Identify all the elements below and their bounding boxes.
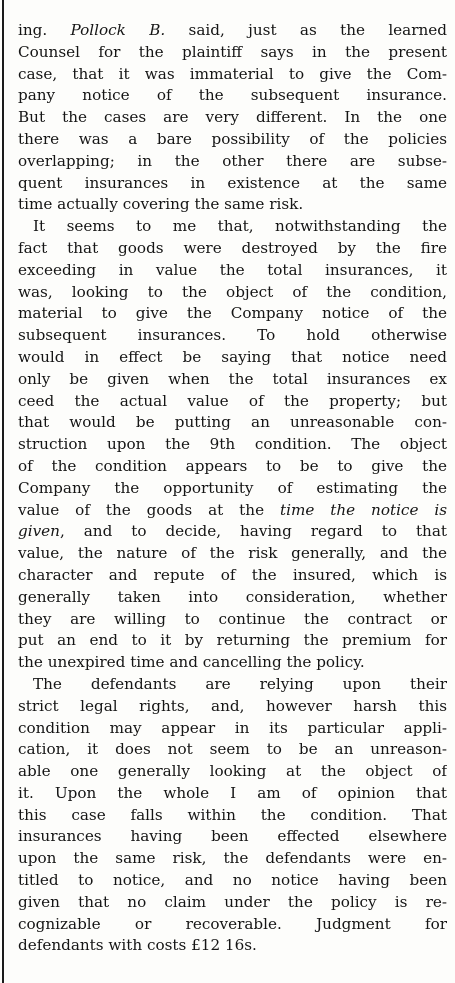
text-line	[18, 129, 447, 151]
text-line	[18, 826, 447, 848]
text-line	[18, 848, 447, 870]
text-run: condition may appear in its particular appli-	[18, 718, 447, 737]
text-run: said, just as the learned	[165, 21, 447, 39]
text-line	[18, 347, 447, 369]
text-run: given that no claim under the policy is re-	[18, 892, 447, 911]
text-run: ing.	[18, 21, 71, 39]
text-run: material to give the Company notice of the	[18, 304, 447, 323]
text-line	[18, 194, 447, 216]
text-line	[18, 260, 447, 282]
text-run: defendants with costs £12 16s.	[18, 936, 257, 955]
text-run: insurances having been effected elsewhere	[18, 827, 447, 846]
paragraph	[18, 674, 447, 957]
text-line	[18, 500, 447, 522]
text-line	[18, 652, 447, 674]
text-line	[18, 718, 447, 740]
text-run: time actually covering the same risk.	[18, 195, 304, 214]
text-run: fact that goods were destroyed by the fire	[18, 238, 447, 257]
text-run: cation, it does not seem to be an unreason-	[18, 740, 447, 759]
text-line	[18, 412, 447, 434]
paragraph	[18, 20, 447, 216]
text-run: would in effect be saying that notice need	[18, 347, 447, 366]
text-line	[18, 85, 447, 107]
text-line	[18, 434, 447, 456]
italic-run: Pollock B.	[70, 21, 166, 39]
text-line	[18, 935, 447, 957]
text-run: But the cases are very different. In the one	[18, 108, 447, 127]
text-line	[18, 892, 447, 914]
text-run: cognizable or recoverable. Judgment for	[18, 914, 447, 933]
text-line	[18, 238, 447, 260]
text-line	[18, 173, 447, 195]
text-line	[18, 64, 447, 86]
italic-run: given	[18, 522, 60, 541]
text-line	[18, 456, 447, 478]
text-run: case, that it was immaterial to give the Com-	[18, 64, 447, 83]
text-run: was, looking to the object of the condition,	[18, 282, 447, 301]
article-column	[18, 20, 447, 957]
text-run: this case falls within the condition. That	[18, 805, 447, 824]
text-line	[18, 20, 447, 42]
text-run: value, the nature of the risk generally, and the	[18, 544, 447, 563]
text-line	[18, 216, 447, 238]
text-line	[18, 369, 447, 391]
text-run: strict legal rights, and, however harsh this	[18, 696, 447, 715]
text-line	[18, 42, 447, 64]
text-run: pany notice of the subsequent insurance.	[18, 86, 447, 105]
text-line	[18, 783, 447, 805]
text-line	[18, 739, 447, 761]
text-run: upon the same risk, the defendants were en-	[18, 849, 447, 868]
text-run: they are willing to continue the contract or	[18, 609, 447, 628]
text-run: The defendants are relying upon their	[33, 674, 447, 693]
text-line	[18, 391, 447, 413]
text-run: struction upon the 9th condition. The object	[18, 435, 447, 454]
text-line	[18, 805, 447, 827]
text-line	[18, 282, 447, 304]
text-line	[18, 565, 447, 587]
text-line	[18, 674, 447, 696]
text-line	[18, 151, 447, 173]
text-run: able one generally looking at the object of	[18, 762, 447, 781]
text-run: only be given when the total insurances ex	[18, 369, 447, 388]
text-run: value of the goods at the	[18, 500, 280, 519]
text-run: ceed the actual value of the property; but	[18, 391, 447, 410]
text-line	[18, 325, 447, 347]
text-line	[18, 543, 447, 565]
text-run: exceeding in value the total insurances, it	[18, 260, 447, 279]
text-run: titled to notice, and no notice having been	[18, 871, 447, 890]
text-line	[18, 587, 447, 609]
text-run: subsequent insurances. To hold otherwise	[18, 326, 447, 345]
text-run: there was a bare possibility of the policies	[18, 129, 447, 148]
text-run: quent insurances in existence at the same	[18, 173, 447, 192]
text-run: put an end to it by returning the premium for	[18, 631, 447, 650]
italic-run: time the notice is	[279, 500, 447, 519]
text-line	[18, 870, 447, 892]
text-line	[18, 303, 447, 325]
text-line	[18, 609, 447, 631]
text-line	[18, 478, 447, 500]
text-run: the unexpired time and cancelling the policy.	[18, 653, 365, 672]
paragraph	[18, 216, 447, 674]
text-run: Company the opportunity of estimating the	[18, 478, 447, 497]
text-run: overlapping; in the other there are subse-	[18, 151, 447, 170]
text-run: character and repute of the insured, which is	[18, 565, 447, 584]
text-line	[18, 914, 447, 936]
text-line	[18, 521, 447, 543]
text-run: of the condition appears to be to give the	[18, 456, 447, 475]
text-line	[18, 761, 447, 783]
text-run: that would be putting an unreasonable con-	[18, 413, 447, 432]
text-run: generally taken into consideration, whether	[18, 587, 447, 606]
text-run: , and to decide, having regard to that	[59, 522, 447, 541]
text-run: it. Upon the whole I am of opinion that	[18, 783, 447, 802]
text-line	[18, 630, 447, 652]
text-line	[18, 107, 447, 129]
column-rule	[2, 0, 4, 983]
text-run: It seems to me that, notwithstanding the	[33, 217, 447, 236]
text-line	[18, 696, 447, 718]
text-run: Counsel for the plaintiff says in the present	[18, 42, 447, 61]
